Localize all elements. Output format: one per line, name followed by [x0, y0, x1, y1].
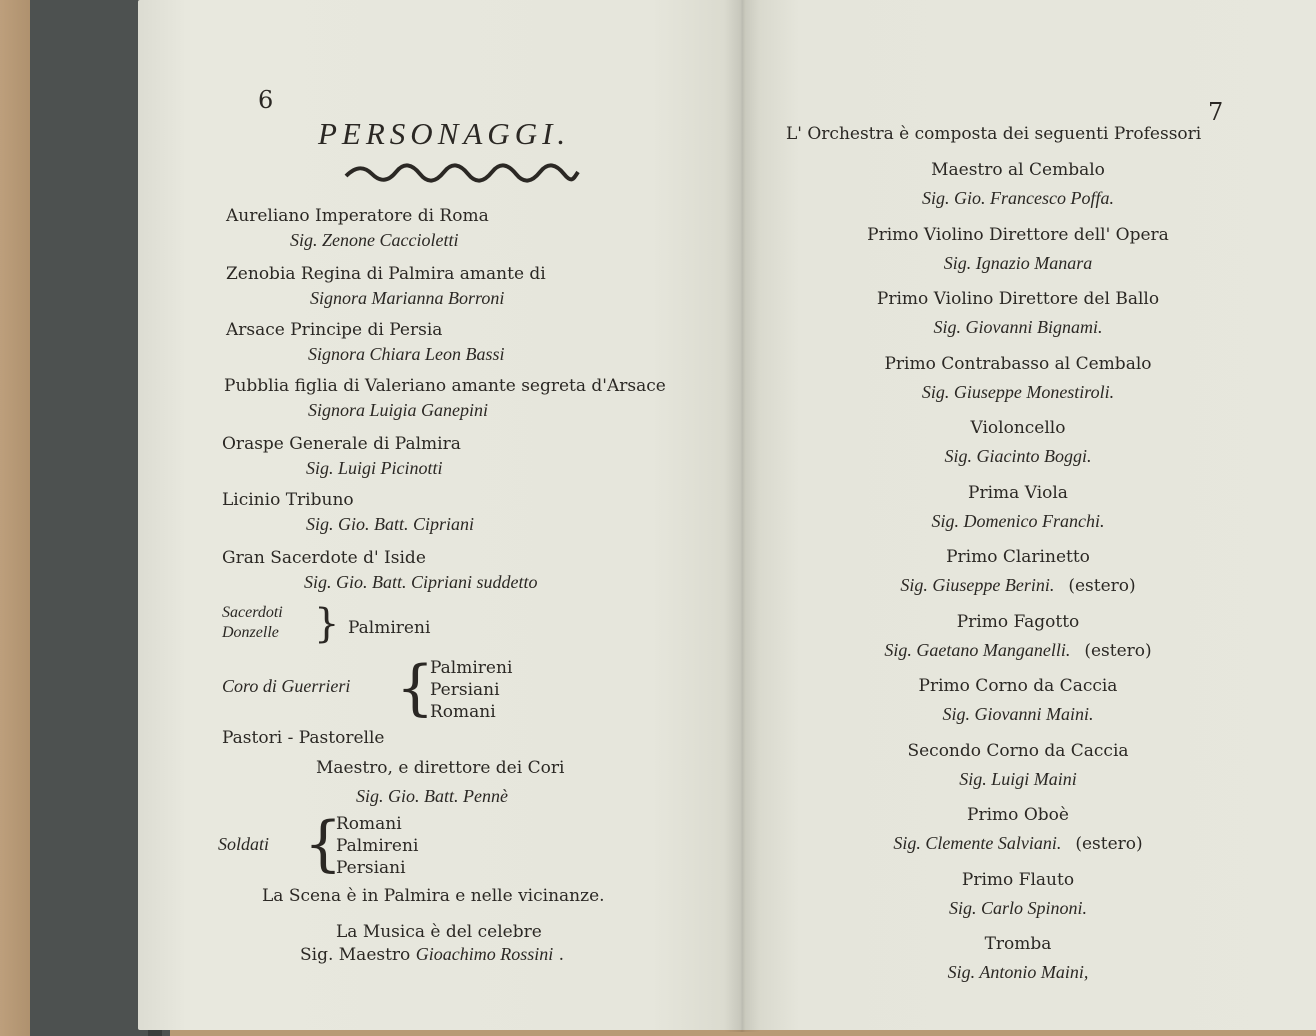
soldati-label: Soldati [218, 834, 270, 854]
player-note: (estero) [1075, 834, 1143, 854]
character-role: Licinio Tribuno [222, 490, 354, 510]
character-singer: Sig. Zenone Caccioletti [290, 230, 459, 250]
character-role: Oraspe Generale di Palmira [222, 434, 461, 454]
orchestra-player [884, 640, 1151, 661]
character-singer: Sig. Gio. Batt. Cipriani suddetto [304, 572, 538, 592]
orchestra-player [948, 962, 1089, 983]
orchestra-role: Prima Viola [968, 483, 1068, 503]
orchestra-player [900, 575, 1135, 596]
group-item: Donzelle [222, 624, 279, 641]
orchestra-player [943, 704, 1094, 725]
orchestra-role: Primo Clarinetto [946, 547, 1090, 567]
player-name: Sig. Antonio Maini, [947, 962, 1089, 982]
wave-ornament-icon [344, 160, 580, 186]
character-role: Zenobia Regina di Palmira amante di [226, 264, 546, 284]
player-name: Sig. Giovanni Bignami. [933, 317, 1103, 337]
player-name: Sig. Gio. Francesco Poffa. [922, 188, 1114, 208]
character-singer: Sig. Gio. Batt. Cipriani [306, 514, 475, 534]
soldati-item: Palmireni [336, 836, 419, 856]
orchestra-player [893, 833, 1142, 854]
character-singer: Signora Marianna Borroni [310, 288, 505, 308]
player-note: (estero) [1084, 641, 1152, 661]
pastori: Pastori - Pastorelle [222, 728, 385, 748]
player-note: (estero) [1068, 576, 1136, 596]
player-name: Sig. Carlo Spinoni. [948, 898, 1088, 918]
orchestra-role: Secondo Corno da Caccia [907, 741, 1129, 761]
character-singer: Signora Chiara Leon Bassi [308, 344, 505, 364]
player-name: Sig. Giacinto Boggi. [944, 446, 1092, 466]
page-number-left: 6 [258, 86, 274, 114]
player-name: Sig. Luigi Maini [959, 769, 1077, 789]
player-name: Sig. Giovanni Maini. [942, 704, 1094, 724]
orchestra-player [932, 511, 1105, 532]
music-line1: La Musica è del celebre [336, 922, 542, 942]
group-item: Palmireni [430, 658, 513, 678]
player-name: Sig. Giuseppe Berini. [900, 575, 1055, 595]
player-name: Sig. Giuseppe Monestiroli. [921, 382, 1115, 402]
orchestra-role: Primo Oboè [967, 805, 1069, 825]
orchestra-player [934, 317, 1103, 338]
orchestra-player [922, 188, 1114, 209]
group-item: Persiani [430, 680, 500, 700]
orchestra-player [945, 446, 1092, 467]
left-page [138, 0, 742, 1030]
scene-note: La Scena è in Palmira e nelle vicinanze. [262, 886, 605, 906]
chorus-master-name: Sig. Gio. Batt. Pennè [356, 786, 508, 806]
orchestra-role: Violoncello [970, 418, 1066, 438]
orchestra-role: Primo Violino Direttore dell' Opera [867, 225, 1169, 245]
brace-icon: { [304, 809, 343, 879]
player-name: Sig. Clemente Salviani. [893, 833, 1062, 853]
player-name: Sig. Domenico Franchi. [931, 511, 1105, 531]
brace-icon: } [314, 601, 340, 647]
orchestra-role: Maestro al Cembalo [931, 160, 1105, 180]
character-role: Pubblia figlia di Valeriano amante segreta d'Arsace [224, 376, 666, 396]
page-fold [724, 0, 760, 1032]
orchestra-player [922, 382, 1114, 403]
orchestra-role: Tromba [984, 934, 1052, 954]
player-name: Sig. Gaetano Manganelli. [884, 640, 1071, 660]
character-singer: Signora Luigia Ganepini [308, 400, 489, 420]
orchestra-role: Primo Fagotto [956, 612, 1080, 632]
player-name: Sig. Ignazio Manara [943, 253, 1093, 273]
orchestra-player [949, 898, 1087, 919]
soldati-item: Romani [336, 814, 402, 834]
music-line2: Sig. Maestro Gioachimo Rossini . [300, 944, 565, 965]
chorus-master-title: Maestro, e direttore dei Cori [316, 758, 565, 778]
orchestra-role: Primo Corno da Caccia [918, 676, 1118, 696]
page-number-right: 7 [1208, 98, 1224, 126]
group-item: Sacerdoti [222, 604, 283, 621]
character-role: Gran Sacerdote d' Iside [222, 548, 426, 568]
brace-icon: { [396, 653, 435, 723]
orchestra-player [944, 253, 1093, 274]
orchestra-player [959, 769, 1077, 790]
character-singer: Sig. Luigi Picinotti [306, 458, 443, 478]
group-label: Coro di Guerrieri [222, 676, 351, 696]
orchestra-role: Primo Flauto [961, 870, 1075, 890]
orchestra-role: Primo Contrabasso al Cembalo [884, 354, 1152, 374]
page-title: PERSONAGGI. [318, 116, 571, 151]
group-label: Palmireni [348, 618, 431, 638]
character-role: Arsace Principe di Persia [226, 320, 443, 340]
orchestra-role: Primo Violino Direttore del Ballo [876, 289, 1160, 309]
soldati-item: Persiani [336, 858, 406, 878]
character-role: Aureliano Imperatore di Roma [226, 206, 489, 226]
group-item: Romani [430, 702, 496, 722]
orchestra-header: L' Orchestra è composta dei seguenti Professori [786, 124, 1202, 144]
